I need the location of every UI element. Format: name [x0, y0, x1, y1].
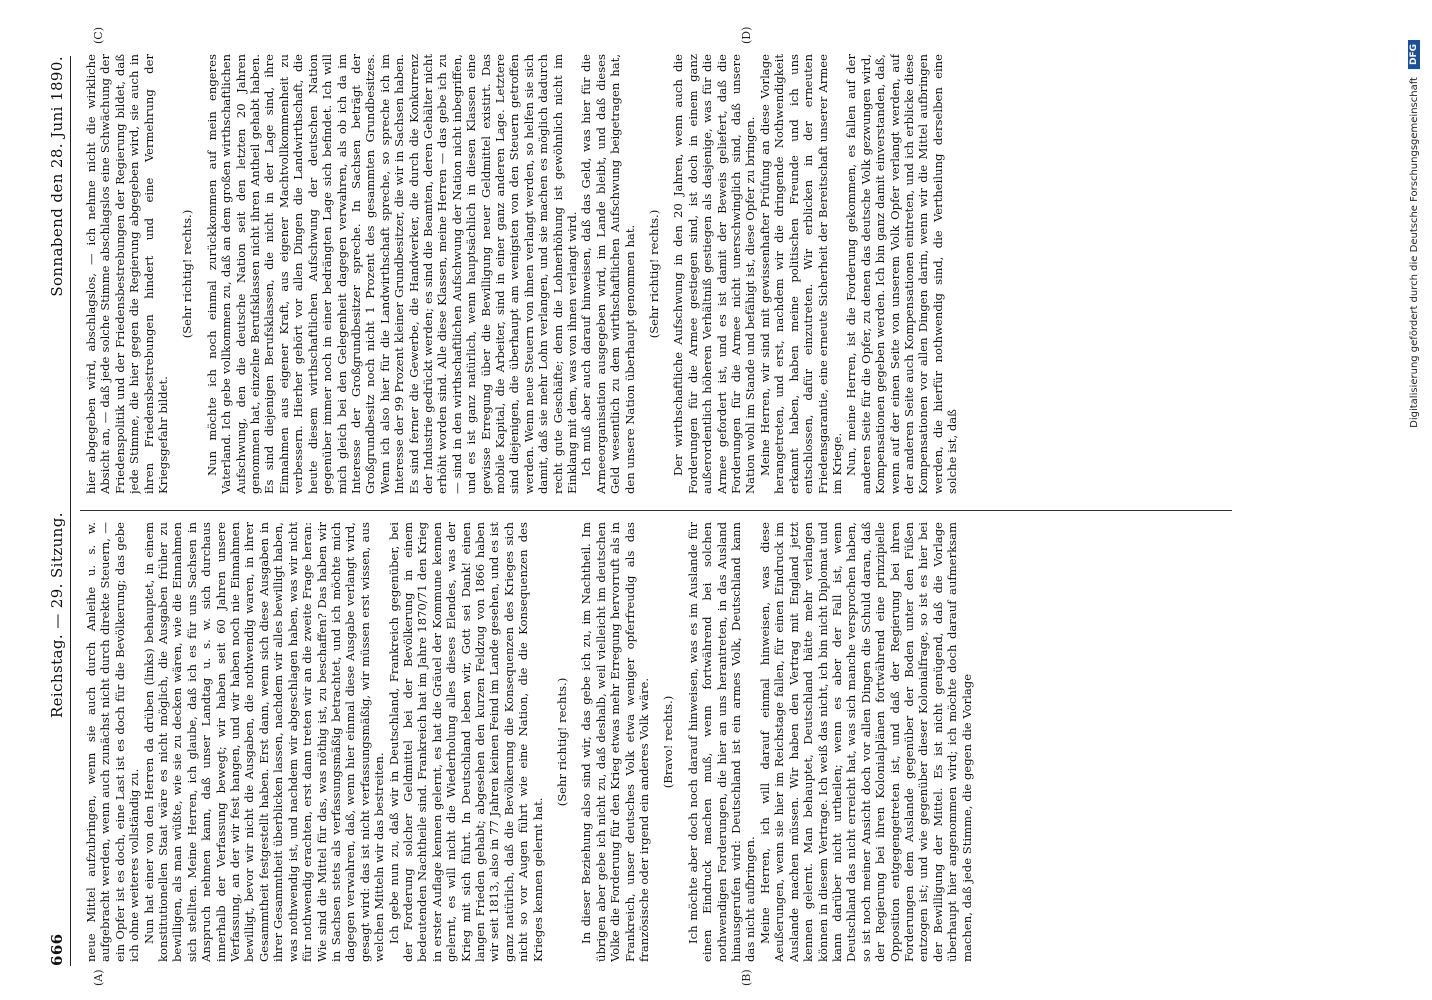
- paragraph: Meine Herren, wir sind mit gewissenhafter Prüfung an diese Vorlage herangetreten, und erst, nachdem wir die dringende Nothwendigkeit erkannt haben, haben meine politischen Freunde und ich uns entschlossen, dafür einzutreten. Wir erblicken in der erneuten Friedensgarantie, eine erneute Sicherheit der Bereitschaft unserer Armee im Kriege.: [757, 54, 844, 494]
- margin-mark-c: (C): [92, 27, 105, 44]
- session-title: Reichstag. — 29. Sitzung.: [48, 512, 66, 719]
- margin-mark-d: (D): [740, 26, 753, 44]
- page-header: [40, 56, 66, 966]
- paragraph: Nun, meine Herren, ist die Forderung gekommen, es fallen auf der anderen Seite für die Opfer, zu denen das deutsche Volk gezwungen wird, Kompensationen gegeben werden. Ich bin ganz damit einverstanden, daß, wenn auf der einen Seite von unserem Volk Opfer verlangt werden, auf der anderen Seite auch Kompensationen eintreten, und ich erblicke diese Kompensationen vor allen Dingen darin, wenn wir die Mittel aufbringen werden, die hierfür nothwendig sind, die Vertheilung derselben eine solche ist, daß: [844, 54, 960, 494]
- applause-note: (Sehr richtig! rechts.): [647, 209, 662, 339]
- paragraph: In dieser Beziehung also sind wir, das gebe ich zu, im Nachtheil. Im übrigen aber gebe ich nicht zu, daß deshalb, weil vielleicht im deutschen Volke die Forderung für den Krieg etwas mehr Erregung hervorruft als in Frankreich, unser deutsches Volk etwa weniger opferfreudig als das französische oder irgend ein anderes Volk wäre.: [579, 522, 652, 962]
- paragraph: neue Mittel aufzubringen, wenn sie auch durch Anleihe u. s. w. aufgebracht werden, wenn auch zunächst nicht durch direkte Steuern, — ein Opfer ist es doch, eine Last ist es doch für die Bevölkerung; das gebe ich ohne weiteres vollständig zu.: [84, 522, 142, 962]
- paragraph: Ich gebe nun zu, daß wir in Deutschland, Frankreich gegenüber, bei der Forderung solcher Geldmittel bei der Bevölkerung in einem bedeutenden Nachtheile sind. Frankreich hat im Jahre 1870/71 den Krieg in erster Auflage kennen gelernt, es hat die Gräuel der Kommune kennen gelernt, es will nicht die Wiederholung alles dieses Elendes, was der Krieg mit sich führt. In Deutschland leben wir, Gott sei Dank! einen langen Frieden gehabt; abgesehen den kurzen Feldzug von 1866 haben wir seit 1813, also in 77 Jahren keinen Feind im Lande gesehen, und es ist ganz natürlich, daß die Bevölkerung die Konsequenzen des Krieges sich nicht so vor Augen führt wie eine Nation, die die Konsequenzen des Krieges kennen gelernt hat.: [386, 522, 545, 962]
- page-number: 666: [48, 933, 66, 966]
- session-date: Sonnabend den 28. Juni 1890.: [48, 56, 66, 297]
- paragraph: Meine Herren, ich will darauf einmal hinweisen, was diese Aeußerungen, wenn sie hier im Reichstage fallen, für einen Eindruck im Auslande machen müssen. Wir haben den Vertrag mit England jetzt kennen gelernt. Man behauptet, Deutschland hätte mehr verlangen können in diesem Vertrage. Ich weiß das nicht, ich bin nicht Diplomat und kann darüber nicht urtheilen; wenn es aber der Fall ist, wenn Deutschland das nicht erreicht hat, was sich manche versprochen haben, so ist noch meiner Ansicht doch vor allen Dingen die Schuld daran, daß der Regierung bei ihren Kolonialplänen fortwährend eine prinzipielle Opposition entgegengetreten ist, und daß der Regierung bei ihren Forderungen dem Auslande gegenüber der Boden unter den Füßen entzogen ist; und wie gegenüber dieser Kolonialfrage, so ist es hier bei der Bewilligung der Mittel. Es ist nicht genügend, daß die Vorlage überhaupt hier angenommen wird; ich möchte doch darauf aufmerksam machen, daß jede Stimme, die gegen die Vorlage: [757, 522, 974, 962]
- applause-note: (Sehr richtig! rechts.): [555, 677, 569, 807]
- right-column: [84, 54, 1214, 494]
- paragraph: Ich möchte aber doch noch darauf hinweisen, was es im Auslande für einen Eindruck machen muß, wenn fortwährend bei solchen nothwendigen Forderungen, die hier an uns herantreten, in das Ausland hinausgerufen wird: Deutschland ist ein armes Volk, Deutschland kann das nicht aufbringen.: [685, 522, 758, 962]
- paragraph: Ich muß aber auch darauf hinweisen, daß das Geld, was hier für die Armeeorganisation ausgegeben wird, im Lande bleibt, und daß dieses Geld wesentlich zu dem wirthschaftlichen Aufschwung beigetragen hat, den unsere Nation überhaupt genommen hat.: [579, 54, 637, 494]
- applause-note: (Bravo! rechts.): [661, 695, 676, 789]
- applause-note: (Sehr richtig! rechts.): [180, 209, 195, 339]
- column-divider: [80, 510, 1232, 511]
- paragraph: Nun möchte ich noch einmal zurückkommen auf mein engeres Vaterland. Ich gebe vollkommen zu, daß an dem großen wirthschaftlichen Aufschwung, den die deutsche Nation seit den letzten 20 Jahren genommen hat, einzelne Berufsklassen nicht ihren Antheil gehabt haben. Es sind diejenigen Berufsklassen, die nicht in der Lage sind, ihre Einnahmen aus eigener Kraft, aus eigener Machtvollkommenheit zu verbessern. Hierher gehört vor allen Dingen die Landwirthschaft, die heute diesem wirthschaftlichen Aufschwung der deutschen Nation gegenüber immer noch in einer bedrängten Lage sich befindet. Ich will mich gleich bei den Gelegenheit dagegen verwahren, als ob ich da im Interesse der Großgrundbesitzer spreche. In Sachsen beträgt der Großgrundbesitz noch nicht 1 Prozent des gesammten Grundbesitzes. Wenn ich also hier für die Landwirthschaft spreche, so spreche ich im Interesse der 99 Prozent kleiner Grundbesitzer, die wir in Sachsen haben. Es sind ferner die Gewerbe, die Handwerker, die durch die Konkurrenz der Industrie gedrückt werden; es sind die Beamten, deren Gehälter nicht erhöht worden sind. Alle diese Klassen, meine Herren — das gebe ich zu — sind in den wirthschaftlichen Aufschwung der Nation nicht inbegriffen, und es ist ganz natürlich, wenn hauptsächlich in diesen Klassen eine gewisse Erregung über die Bewilligung neuer Geldmittel existirt. Das mobile Kapital, die Arbeiter, sind in einer ganz anderen Lage. Letztere sind diejenigen, die überhaupt am wenigsten von den Steuern getroffen werden. Wenn neue Steuern von ihnen verlangt werden, so helfen sie sich damit, daß sie mehr Lohn verlangen, und sie machen es möglich dadurch recht gute Geschäfte; denn die Lohnerhöhung ist gewöhnlich nicht im Einklang mit dem, was von ihnen verlangt wird.: [204, 54, 579, 494]
- paragraph: Nun hat einer von den Herren da drüben (links) behauptet, in einem konstitutionellen Staat wäre es nicht möglich, die Ausgaben früher zu bewilligen, als man wüßte, wie sie zu decken wären, wie die Einnahmen sich stellten. Meine Herren, ich glaube, daß ich es für uns Sachsen in Anspruch nehmen kann, daß unser Landtag u. s. w. sich durchaus innerhalb der Verfassung bewegt; wir haben seit 60 Jahren unsere Verfassung, an der wir fest hangen, und wir haben noch nie Einnahmen bewilligt, bevor wir nicht die Ausgaben, die nothwendig waren, in ihrer Gesammtheit festgestellt haben. Erst dann, wenn sich diese Ausgaben in ihrer Gesammtheit überblicken lassen, nachdem wir alles bewilligt haben, was nothwendig ist, und nachdem wir abgeschlagen haben, was wir nicht für nothwendig erachten, erst dann treten wir an die zweite Frage heran: Wie sind die Mittel für das, was nöthig ist, zu beschaffen? Das haben wir in Sachsen stets als verfassungsmäßig betrachtet, und ich möchte mich dagegen verwahren, daß, wenn hier einmal diese Ausgabe verlangt wird, gesagt wird: das ist nicht verfassungsmäßig, wir müssen erst wissen, aus welchen Mitteln wir das bestreiten.: [141, 522, 387, 962]
- left-column: [84, 522, 1214, 962]
- dfg-logo: DFG: [1408, 40, 1420, 69]
- digitization-credit: [1408, 40, 1420, 960]
- margin-mark-b: (B): [740, 969, 753, 986]
- paragraph: Der wirthschaftliche Aufschwung in den 20 Jahren, wenn auch die Forderungen für die Armee gestiegen sind, ist doch in einem ganz außerordentlich höheren Verhältniß gestiegen als dasjenige, was für die Armee gefordert ist, und es ist damit der Beweis geliefert, daß die Forderungen für die Armee nicht unerschwinglich sind, daß unsere Nation wohl im Stande und befähigt ist, diese Opfer zu bringen.: [671, 54, 758, 494]
- credit-text: Digitalisierung gefördert durch die Deutsche Forschungsgemeinschaft: [1408, 77, 1420, 428]
- margin-mark-a: (A): [92, 969, 105, 986]
- header-rule: [70, 56, 71, 966]
- paragraph: hier abgegeben wird, abschlagslos, — ich nehme nicht die wirkliche Absicht an, — daß jede solche Stimme abschlagslos eine Schwächung der Friedenspolitik und der Friedensbestrebungen der Regierung bildet, daß jede Stimme, die hier gegen die Regierung abgegeben wird, sie auch in ihren Friedensbestrebungen hindert und eine Vermehrung der Kriegsgefahr bildet.: [84, 54, 171, 494]
